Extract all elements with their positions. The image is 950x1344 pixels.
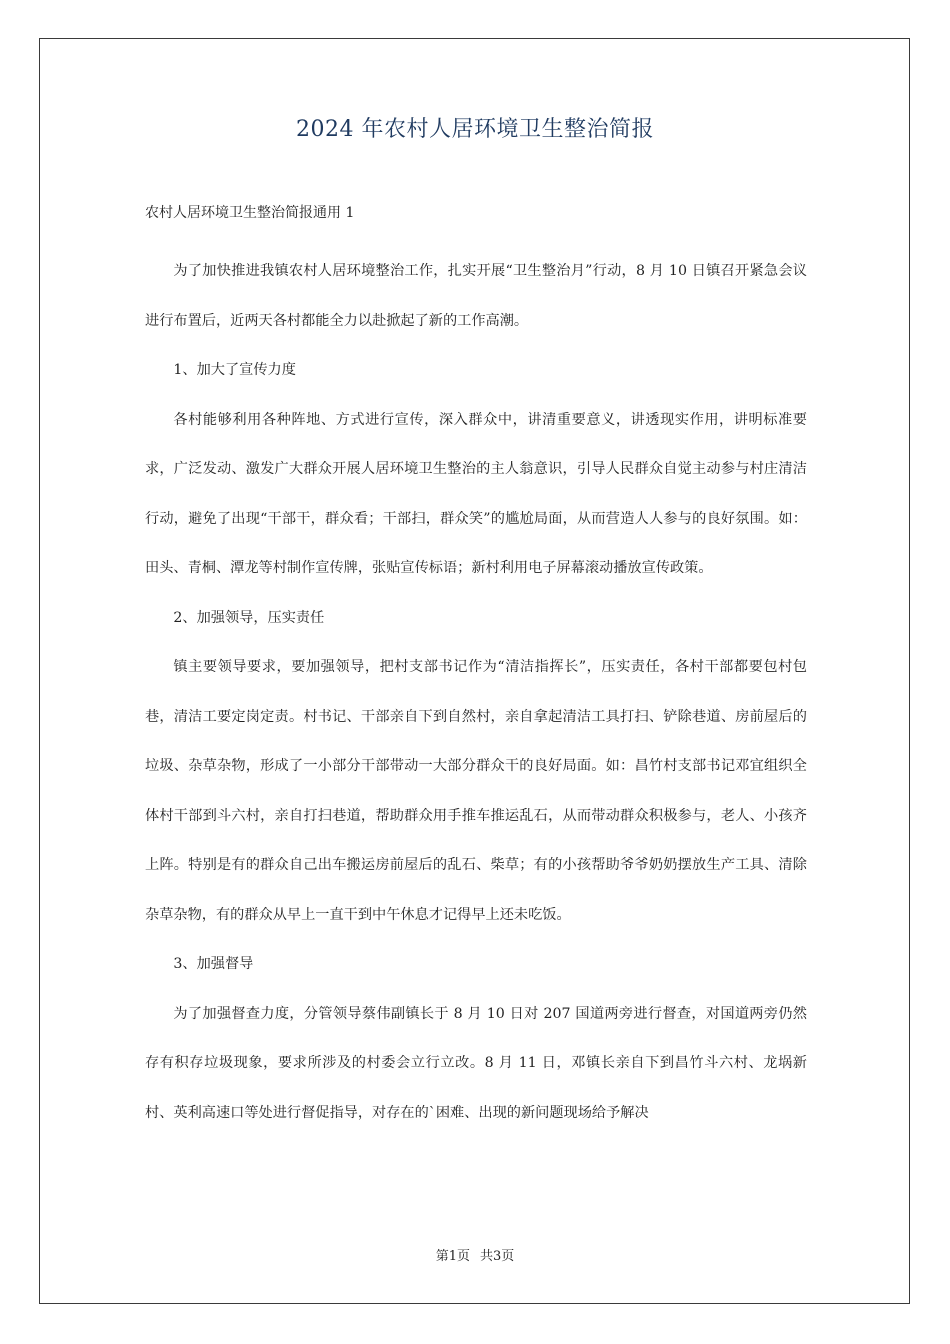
- section-heading-publicity: 1、加大了宣传力度: [173, 362, 296, 378]
- leadership-paragraph: 镇主要领导要求，要加强领导，把村支部书记作为“清洁指挥长”，压实责任，各村干部都要包村包巷，清洁工要定岗定责。村书记、干部亲自下到自然村，亲自拿起清洁工具打扫、铲除巷道、房前屋后的垃圾、杂草杂物，形成了一小部分干部带动一大部分群众干的良好局面。如：昌竹村支部书记邓宜组织全体村干部到斗六村，亲自打扫巷道，帮助群众用手推车推运乱石，从而带动群众积极参与，老人、小孩齐上阵。特别是有的群众自己出车搬运房前屋后的乱石、柴草；有的小孩帮助爷爷奶奶摆放生产工具、清除杂草杂物，有的群众从早上一直干到中午休息才记得早上还未吃饭。: [145, 659, 807, 923]
- document-subtitle: 农村人居环境卫生整治简报通用 1: [145, 205, 355, 221]
- intro-paragraph: 为了加快推进我镇农村人居环境整治工作，扎实开展“卫生整治月”行动，8 月 10 日镇召开紧急会议进行布置后，近两天各村都能全力以赴掀起了新的工作高潮。: [145, 263, 807, 329]
- page-number-total: 共3页: [480, 1249, 515, 1264]
- page-footer: [0, 1247, 950, 1267]
- document-title: 2024 年农村人居环境卫生整治简报: [296, 117, 654, 142]
- section-heading-leadership: 2、加强领导，压实责任: [173, 609, 325, 626]
- supervision-paragraph: 为了加强督查力度，分管领导蔡伟副镇长于 8 月 10 日对 207 国道两旁进行督查，对国道两旁仍然存有积存垃圾现象，要求所涉及的村委会立行立改。8 月 11 日，邓镇长亲自下到昌竹斗六村、龙埚新村、英利高速口等处进行督促指导，对存在的`困难、出现的新问题现场给予解决: [145, 1005, 807, 1121]
- section-heading-supervision: 3、加强督导: [173, 956, 254, 972]
- document-body: [145, 198, 807, 1138]
- page-number-current: 第1页: [435, 1249, 470, 1264]
- publicity-paragraph: 各村能够利用各种阵地、方式进行宣传，深入群众中，讲清重要意义，讲透现实作用，讲明标准要求，广泛发动、激发广大群众开展人居环境卫生整治的主人翁意识，引导人民群众自觉主动参与村庄清洁行动，避免了出现“干部干，群众看；干部扫，群众笑”的尴尬局面，从而营造人人参与的良好氛围。如：田头、青桐、潭龙等村制作宣传牌，张贴宣传标语；新村利用电子屏幕滚动播放宣传政策。: [145, 411, 807, 576]
